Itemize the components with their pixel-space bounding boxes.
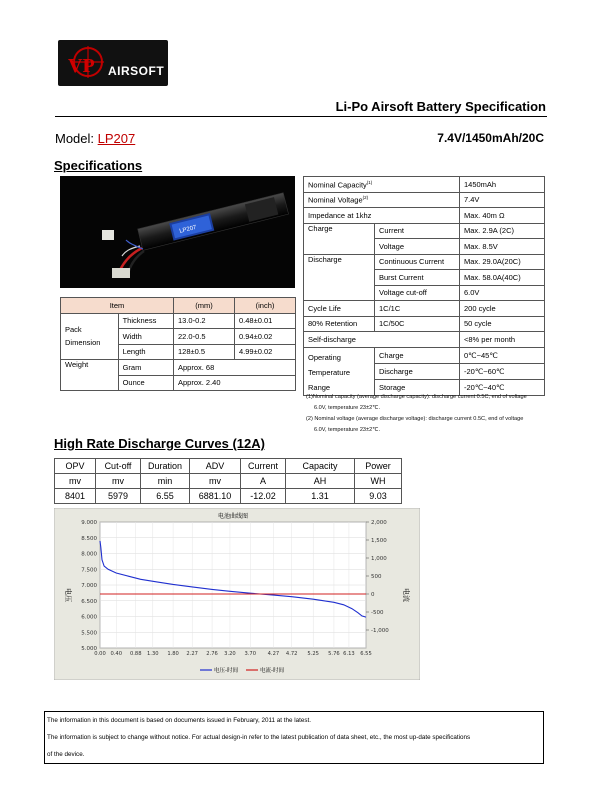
y-right-tick: 0 — [371, 592, 375, 598]
model-label: Model: — [55, 131, 95, 146]
y-left-tick: 5.500 — [81, 630, 97, 637]
width-label: Width — [118, 329, 173, 345]
width-mm: 22.0-0.5 — [174, 329, 235, 345]
retention-label: 80% Retention — [304, 316, 375, 332]
x-tick: 0.00 — [94, 651, 106, 657]
ounce-value: Approx. 2.40 — [174, 375, 296, 391]
rate-header-duration: Duration — [141, 459, 190, 474]
rate-unit-current: A — [241, 474, 286, 489]
y-left-tick: 5.000 — [81, 646, 97, 652]
charge-voltage-value: Max. 8.5V — [460, 239, 545, 255]
rate-value-current: -12.02 — [241, 489, 286, 504]
x-tick: 0.40 — [110, 651, 123, 657]
discharge-label: Discharge — [304, 254, 375, 301]
rate-value-capacity: 1.31 — [286, 489, 355, 504]
cycle-life-label: Cycle Life — [304, 301, 375, 317]
width-inch: 0.94±0.02 — [235, 329, 296, 345]
cycle-life-value: 200 cycle — [460, 301, 545, 317]
op-charge-value: 0℃~45℃ — [460, 347, 545, 363]
length-label: Length — [118, 344, 173, 360]
rate-unit-capacity: AH — [286, 474, 355, 489]
note-1b: 6.0V, temperature 23±2℃. — [314, 405, 381, 411]
y-right-label: 电流 — [402, 588, 410, 602]
charge-current-value: Max. 2.9A (2C) — [460, 223, 545, 239]
footer-line-1: The information in this document is based on documents issued in February, 2011 at the latest. — [47, 717, 312, 724]
x-tick: 1.30 — [147, 651, 159, 657]
nominal-voltage-value: 7.4V — [460, 192, 545, 208]
svg-text:VP: VP — [68, 55, 95, 77]
y-left-tick: 6.500 — [81, 598, 97, 605]
footer-line-3: of the device. — [47, 751, 85, 758]
rate-header-capacity: Capacity — [286, 459, 355, 474]
voltage-cutoff-label: Voltage cut-off — [375, 285, 460, 301]
y-left-tick: 7.500 — [81, 567, 97, 574]
retention-cond: 1C/50C — [375, 316, 460, 332]
spec-notes — [306, 392, 548, 436]
nominal-voltage-label: Nominal Voltage$^{(2)}$ — [304, 192, 460, 208]
vp-logo-icon — [64, 46, 106, 80]
pack-dimension-label: Pack Dimension — [61, 313, 119, 360]
y-left-label: 电压 — [64, 588, 72, 602]
rate-header-cutoff: Cut-off — [96, 459, 141, 474]
discharge-chart — [54, 508, 420, 680]
retention-value: 50 cycle — [460, 316, 545, 332]
note-2a: (2) Nominal voltage (average discharge voltage): discharge current 0.5C, end of voltage — [306, 416, 524, 422]
burst-current-label: Burst Current — [375, 270, 460, 286]
rate-header-power: Power — [355, 459, 402, 474]
op-discharge-value: -20℃~60℃ — [460, 363, 545, 379]
note-2b: 6.0V, temperature 23±2℃. — [314, 427, 381, 433]
charge-voltage-label: Voltage — [375, 239, 460, 255]
x-tick: 3.70 — [244, 651, 257, 657]
specifications-title: Specifications — [54, 158, 143, 173]
nominal-capacity-value: 1450mAh — [460, 177, 545, 193]
header-mm: (mm) — [174, 298, 235, 314]
impedance-label: Impedance at 1khz — [304, 208, 460, 224]
op-charge-label: Charge — [375, 347, 460, 363]
doc-title: Li-Po Airsoft Battery Specification — [335, 99, 546, 114]
charge-current-label: Current — [375, 223, 460, 239]
operating-temp-label: Operating Temperature Range — [304, 347, 375, 395]
x-tick: 2.76 — [206, 651, 218, 657]
chart-title: 电池曲线图 — [217, 513, 249, 520]
rate-value-cutoff: 5979 — [96, 489, 141, 504]
y-left-tick: 7.000 — [81, 583, 97, 589]
header-item: Item — [61, 298, 174, 314]
rate-value-adv: 6881.10 — [190, 489, 241, 504]
spec-table — [303, 176, 545, 396]
header-inch: (inch) — [235, 298, 296, 314]
length-mm: 128±0.5 — [174, 344, 235, 360]
cycle-life-cond: 1C/1C — [375, 301, 460, 317]
x-tick: 5.76 — [328, 651, 340, 657]
thickness-label: Thickness — [118, 313, 173, 329]
x-tick: 2.27 — [186, 651, 198, 657]
continuous-current-value: Max. 29.0A(20C) — [460, 254, 545, 270]
y-right-tick: 1,000 — [371, 556, 387, 562]
x-tick: 6.13 — [343, 651, 355, 657]
brand-logo — [58, 40, 168, 86]
footer-line-2: The information is subject to change without notice. For actual design-in refer to the latest publication of data sheet, etc., the most up-date specifications — [47, 734, 471, 741]
model-line — [55, 131, 135, 146]
brand-name: AIRSOFT — [108, 64, 165, 78]
op-discharge-label: Discharge — [375, 363, 460, 379]
battery-photo — [60, 176, 295, 288]
rate-header-opv: OPV — [55, 459, 96, 474]
rate-unit-opv: mv — [55, 474, 96, 489]
y-right-tick: -1,000 — [371, 628, 389, 634]
x-tick: 1.80 — [167, 651, 179, 657]
x-tick: 0.88 — [129, 651, 142, 657]
model-code: LP207 — [97, 131, 136, 146]
weight-label: Weight — [61, 360, 119, 391]
note-1a: (1)Nominal capacity (average discharge capacity): discharge current 0.5C, end of voltage — [306, 394, 527, 400]
y-left-tick: 6.000 — [81, 614, 97, 621]
thickness-mm: 13.0-0.2 — [174, 313, 235, 329]
x-tick: 4.72 — [285, 651, 298, 657]
rating: 7.4V/1450mAh/20C — [437, 131, 544, 145]
legend-current: 电流-时间 — [260, 668, 284, 674]
rate-unit-power: WH — [355, 474, 402, 489]
x-tick: 4.27 — [267, 651, 280, 657]
x-tick: 5.25 — [307, 651, 319, 657]
op-storage-label: Storage — [375, 379, 460, 395]
gram-value: Approx. 68 — [174, 360, 296, 376]
rate-unit-adv: mv — [190, 474, 241, 489]
x-tick: 3.20 — [224, 651, 236, 657]
burst-current-value: Max. 58.0A(40C) — [460, 270, 545, 286]
nominal-capacity-label: Nominal Capacity$^{(1)}$ — [304, 177, 460, 193]
x-tick: 6.55 — [360, 651, 372, 657]
voltage-cutoff-value: 6.0V — [460, 285, 545, 301]
dimension-table — [60, 297, 296, 391]
length-inch: 4.99±0.02 — [235, 344, 296, 360]
continuous-current-label: Continuous Current — [375, 254, 460, 270]
svg-text:LP207: LP207 — [178, 224, 198, 235]
rate-unit-cutoff: mv — [96, 474, 141, 489]
rate-header-adv: ADV — [190, 459, 241, 474]
gram-label: Gram — [118, 360, 173, 376]
rate-value-opv: 8401 — [55, 489, 96, 504]
y-left-tick: 8.000 — [81, 551, 97, 558]
y-left-tick: 9.000 — [81, 520, 97, 526]
impedance-value: Max. 40m Ω — [460, 208, 545, 224]
op-storage-value: -20℃~40℃ — [460, 379, 545, 395]
header-rule — [55, 116, 547, 117]
thickness-inch: 0.48±0.01 — [235, 313, 296, 329]
y-left-tick: 8.500 — [81, 535, 97, 542]
self-discharge-label: Self-discharge — [304, 332, 460, 348]
rate-unit-duration: min — [141, 474, 190, 489]
high-rate-title: High Rate Discharge Curves (12A) — [54, 436, 265, 451]
ounce-label: Ounce — [118, 375, 173, 391]
y-right-tick: 1,500 — [371, 538, 387, 544]
rate-header-current: Current — [241, 459, 286, 474]
self-discharge-value: <8% per month — [460, 332, 545, 348]
y-right-tick: 500 — [371, 574, 382, 580]
discharge-chart-svg — [54, 508, 420, 680]
rate-table — [54, 458, 402, 504]
rate-value-power: 9.03 — [355, 489, 402, 504]
rate-value-duration: 6.55 — [141, 489, 190, 504]
charge-label: Charge — [304, 223, 375, 254]
y-right-tick: 2,000 — [371, 520, 387, 526]
legend-voltage: 电压-时间 — [214, 668, 238, 674]
footer-disclaimer — [44, 711, 544, 764]
y-right-tick: -500 — [371, 610, 384, 616]
